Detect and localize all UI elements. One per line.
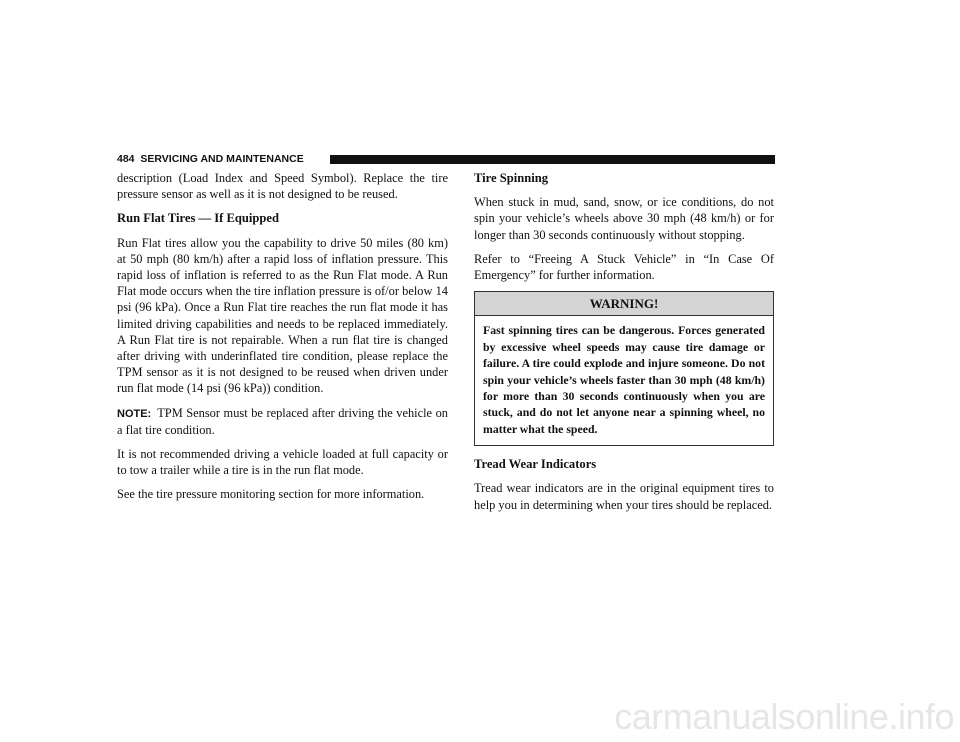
paragraph: When stuck in mud, sand, snow, or ice conditions, do not spin your vehicle’s wheels above 30 mph (48 km/h) or for longer than 30 seconds continuously without stopping. [474, 195, 774, 242]
paragraph: Run Flat tires allow you the capability to drive 50 miles (80 km) at 50 mph (80 km/h) after a rapid loss of inflation pressure. This rapid loss of inflation is referred to as the Run Flat mode. A Run Flat mode occurs when the tire inflation pressure is of/or below 14 psi (96 kPa). Once a Run Flat tire reaches the run flat mode it has limited driving capabilities and needs to be replaced immediately. A Run Flat tire is not repairable. When a run flat tire is changed after driving with underinflated tire condition, please replace the TPM sensor as it is not designed to be reused when driven under run flat mode (14 psi (96 kPa)) condition. [117, 235, 448, 396]
section-heading: Tire Spinning [474, 171, 549, 185]
paragraph: It is not recommended driving a vehicle loaded at full capacity or to tow a trailer while a tire is in the run flat mode. [117, 447, 448, 478]
paragraph: Tread wear indicators are in the original equipment tires to help you in determining when your tires should be replaced. [474, 481, 774, 512]
header-label [117, 153, 304, 165]
warning-title: WARNING! [475, 292, 773, 316]
note-text: TPM Sensor must be replaced after driving the vehicle on a flat tire condition. [117, 405, 448, 437]
section-title: SERVICING AND MAINTENANCE [140, 153, 304, 165]
warning-text: Fast spinning tires can be dangerous. Forces generated by excessive wheel speeds may cause tire damage or failure. A tire could explode and injure someone. Do not spin your vehicle’s wheels faster than 30 mph (48 km/h) for more than 30 seconds continuously when you are stuck, and do not let anyone near a spinning wheel, no matter what the speed. [483, 323, 765, 436]
watermark: carmanualsonline.info [614, 696, 954, 737]
paragraph: See the tire pressure monitoring section for more information. [117, 487, 425, 502]
section-heading: Run Flat Tires — If Equipped [117, 211, 280, 226]
page-number: 484 [117, 153, 135, 165]
warning-box [474, 291, 774, 446]
paragraph: Refer to “Freeing A Stuck Vehicle” in “In Case Of Emergency” for further information. [474, 251, 774, 283]
note-paragraph [117, 405, 448, 438]
left-column [117, 170, 448, 511]
right-column [474, 170, 774, 521]
paragraph: description (Load Index and Speed Symbol). Replace the tire pressure sensor as well as it is not designed to be reused. [117, 171, 448, 202]
header-rule [330, 155, 775, 164]
note-label: NOTE: [117, 407, 152, 420]
page-header [117, 151, 775, 169]
section-heading: Tread Wear Indicators [474, 457, 597, 472]
